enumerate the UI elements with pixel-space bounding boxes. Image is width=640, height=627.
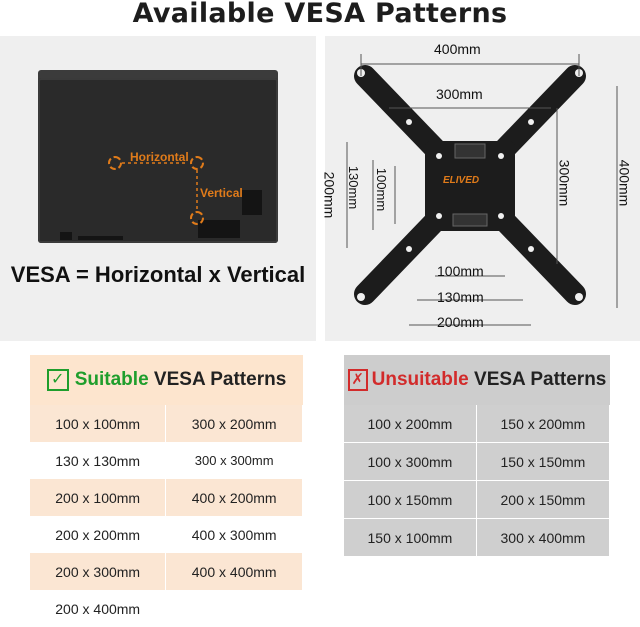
table-cell: 400 x 400mm [166,553,303,590]
unsuitable-rest: VESA Patterns [468,369,607,390]
table-cell: 100 x 150mm [344,481,476,519]
suitable-word: Suitable [74,369,149,390]
dim-top-300: 300mm [436,86,483,102]
table-row [344,443,610,481]
table-cell: 130 x 130mm [30,442,166,479]
dim-top-400: 400mm [434,41,481,57]
table-cell: 300 x 200mm [166,405,303,442]
table-cell: 200 x 300mm [30,553,166,590]
table-cell: 200 x 100mm [30,479,166,516]
table-cell: 400 x 300mm [166,516,303,553]
dim-right-400: 400mm [616,159,633,207]
dim-left-100: 100mm [374,167,390,212]
dim-left-130: 130mm [346,165,362,210]
horizontal-label: Horizontal [130,150,189,164]
table-cell [166,590,303,627]
table-row [344,519,610,557]
table-row [30,516,303,553]
table-row [30,442,303,479]
unsuitable-table [344,405,610,557]
table-row [30,479,303,516]
table-cell: 100 x 300mm [344,443,476,481]
table-row [344,481,610,519]
table-cell: 150 x 200mm [476,405,609,443]
dim-bottom-100: 100mm [437,263,484,279]
table-cell: 200 x 150mm [476,481,609,519]
table-row [30,553,303,590]
table-cell: 400 x 200mm [166,479,303,516]
table-cell: 300 x 400mm [476,519,609,557]
unsuitable-header [344,355,610,405]
suitable-header [30,355,303,405]
table-cell: 200 x 200mm [30,516,166,553]
suitable-table [30,405,303,627]
table-cell: 150 x 150mm [476,443,609,481]
vertical-label: Vertical [200,186,243,200]
dim-bottom-130: 130mm [437,289,484,305]
vesa-dimension-lines [0,0,316,260]
unsuitable-word: Unsuitable [371,369,469,390]
check-icon: ✓ [47,369,69,391]
cross-icon: ✗ [348,369,368,391]
table-cell: 100 x 200mm [344,405,476,443]
dim-left-200: 200mm [321,171,338,219]
table-cell: 100 x 100mm [30,405,166,442]
dim-right-300: 300mm [556,159,573,207]
table-cell: 300 x 300mm [166,442,303,479]
vesa-formula: VESA = Horizontal x Vertical [10,262,306,287]
table-row [30,590,303,627]
dim-bottom-200: 200mm [437,314,484,330]
table-row [344,405,610,443]
page-title: Available VESA Patterns [132,0,508,29]
suitable-rest: VESA Patterns [148,369,287,390]
brand-logo: ELIVED [443,175,480,186]
table-cell: 200 x 400mm [30,590,166,627]
table-row [30,405,303,442]
table-cell: 150 x 100mm [344,519,476,557]
